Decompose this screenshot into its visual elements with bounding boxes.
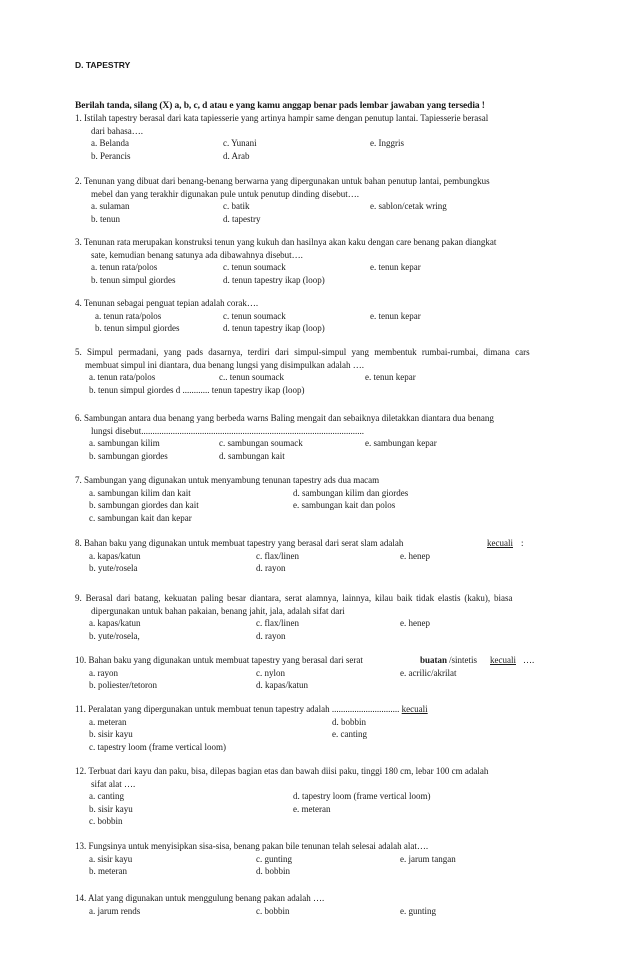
option-e[interactable]: e. henep (400, 550, 430, 561)
question-13 (75, 840, 595, 878)
option-a[interactable]: a. sambungan kilim (89, 438, 160, 448)
option-c[interactable]: c. batik (223, 201, 250, 211)
option-b[interactable]: b. tenun (91, 213, 120, 224)
option-c[interactable]: c. sambungan kait dan kepar (89, 512, 192, 523)
option-b[interactable]: b. Perancis (91, 150, 131, 161)
question-2-stem-cont: mebel dan yang terakhir digunakan pule untuk penutup dinding disebut…. (91, 188, 359, 199)
options-row (75, 310, 595, 323)
option-e[interactable]: e. sambungan kepar (365, 438, 437, 448)
option-d[interactable]: d. tapestry loom (frame vertical loom) (293, 791, 431, 801)
option-c[interactable]: c. nylon (256, 667, 285, 678)
option-c[interactable]: c. tapestry loom (frame vertical loom) (89, 741, 226, 752)
options-row (75, 728, 595, 741)
question-9-stem-cont: dipergunakan untuk bahan pakaian, benang jahit, jala, adalah sifat dari (91, 605, 345, 616)
options-row (75, 499, 595, 512)
option-b[interactable]: b. tenun simpul giordes (91, 274, 176, 285)
question-10 (75, 654, 595, 692)
option-c[interactable]: c. tenun soumack (223, 262, 286, 272)
options-row (75, 384, 595, 397)
option-c[interactable]: c. bobbin (89, 816, 123, 826)
option-e[interactable]: e. acrilic/akrilat (400, 667, 457, 678)
question-10-sintetis: /sintetis (449, 655, 478, 665)
question-12-stem-cont: sifat alat …. (91, 778, 136, 789)
option-d[interactable]: d. bobbin (332, 716, 367, 727)
question-14 (75, 892, 595, 917)
option-a[interactable]: a. tenun rata/polos (91, 262, 158, 272)
option-c[interactable]: c. bobbin (256, 905, 290, 916)
options-row (75, 815, 595, 828)
option-a[interactable]: a. kapas/katun (89, 550, 141, 561)
options-row (75, 274, 595, 287)
options-row (75, 150, 595, 163)
question-11-stem-text: 11. Peralatan yang dipergunakan untuk membuat tenun tapestry adalah .............................. (75, 704, 400, 714)
option-b[interactable]: b. yute/rosela, (89, 630, 140, 641)
option-a[interactable]: a. rayon (89, 667, 118, 678)
options-row (75, 803, 595, 816)
question-1 (75, 112, 595, 162)
option-a[interactable]: a. tenun rata/polos (89, 372, 156, 382)
options-row (75, 630, 595, 643)
option-e[interactable]: e. sambungan kait dan polos (293, 500, 396, 510)
option-e[interactable]: e. tenun kepar (370, 262, 421, 272)
option-c[interactable]: c. flax/linen (256, 550, 299, 561)
option-b[interactable]: b. poliester/tetoron (89, 680, 157, 690)
question-11 (75, 703, 595, 753)
option-b[interactable]: b. tenun simpul giordes (95, 323, 180, 333)
options-row (75, 137, 595, 150)
option-b[interactable]: b. meteran (89, 866, 127, 876)
option-d[interactable]: d. rayon (256, 563, 286, 573)
option-e[interactable]: e. tenun kepar (370, 310, 421, 321)
question-5 (75, 346, 595, 396)
question-8-stem-text: 8. Bahan baku yang digunakan untuk membuat tapestry yang berasal dari serat slam adalah (75, 538, 404, 548)
question-3-stem-cont: sate, kemudian benang satunya ada dibawahnya disebut…. (91, 249, 303, 260)
option-b-d[interactable]: b. tenun simpul giordes d ............ tenun tapestry ikap (loop) (89, 384, 305, 395)
options-row (75, 322, 595, 335)
option-c[interactable]: c. gunting (256, 853, 292, 864)
option-c[interactable]: c. sambungan soumack (219, 438, 303, 448)
option-c[interactable]: c.. tenun soumack (219, 372, 284, 382)
option-d[interactable]: d. tenun tapestry ikap (loop) (223, 274, 325, 285)
options-row (75, 716, 595, 729)
question-1-stem-cont: dari bahasa…. (91, 125, 143, 136)
question-10-ellipsis: …. (523, 655, 535, 665)
option-c[interactable]: c. tenun soumack (223, 310, 286, 321)
section-title: D. TAPESTRY (75, 60, 131, 70)
question-14-stem: 14. Alat yang digunakan untuk menggulung benang pakan adalah …. (75, 893, 325, 903)
option-d[interactable]: d. sambungan kilim dan giordes (293, 487, 409, 498)
question-1-stem: 1. Istilah tapestry berasal dari kata tapiesserie yang artinya hampir same dengan penutup lantai. Tapiesserie berasal (75, 113, 489, 123)
question-10-stem (75, 654, 595, 667)
option-c[interactable]: c. flax/linen (256, 618, 299, 628)
option-e[interactable]: e. canting (332, 729, 367, 739)
options-row (75, 667, 595, 680)
option-b[interactable]: b. sisir kayu (89, 803, 133, 814)
option-d[interactable]: d. tenun tapestry ikap (loop) (223, 323, 325, 333)
question-8-kecuali: kecuali (487, 538, 513, 548)
question-4-stem: 4. Tenunan sebagai penguat tepian adalah corak…. (75, 298, 259, 308)
options-row (75, 853, 595, 866)
option-e[interactable]: e. henep (400, 618, 430, 628)
options-row (75, 550, 595, 563)
option-b[interactable]: b. sambungan giordes dan kait (89, 500, 199, 510)
option-a[interactable]: a. kapas/katun (89, 618, 141, 628)
options-row (75, 562, 595, 575)
options-row (75, 200, 595, 213)
question-9 (75, 592, 595, 642)
question-2 (75, 175, 595, 225)
question-12 (75, 765, 595, 828)
option-a[interactable]: a. sulaman (91, 201, 130, 211)
option-e[interactable]: e. Inggris (370, 138, 404, 148)
question-5-stem: 5. Simpul permadani, yang pads dasarnya, terdiri dari simpul-simpul yang membentuk rumbai-rumbai, dimana cars (75, 347, 530, 357)
option-e[interactable]: e. meteran (293, 803, 331, 814)
options-row (75, 741, 595, 754)
question-6 (75, 412, 595, 462)
question-7 (75, 474, 595, 524)
options-row (75, 617, 595, 630)
option-a[interactable]: a. canting (89, 791, 124, 801)
options-row (75, 450, 595, 463)
options-row (75, 790, 595, 803)
question-11-stem (75, 703, 595, 716)
question-9-stem: 9. Berasal dari batang, kekuatan paling besar diantara, serat alamnya, lainnya, kilau baik tidak elastis (kaku), biasa (75, 593, 513, 603)
option-e[interactable]: e. jarum tangan (400, 853, 456, 864)
options-row (75, 371, 595, 384)
options-row (75, 512, 595, 525)
question-6-stem-cont: lungsi disebut................................................................................................... (91, 425, 365, 436)
question-8 (75, 537, 595, 575)
option-a[interactable]: a. meteran (89, 716, 127, 727)
option-d[interactable]: d. rayon (256, 630, 286, 641)
option-b[interactable]: b. sambungan giordes (89, 450, 168, 461)
options-row (75, 437, 595, 450)
question-4 (75, 297, 595, 335)
option-e[interactable]: e. sablon/cetak wring (370, 201, 447, 211)
options-row (75, 487, 595, 500)
question-2-stem: 2. Tenunan yang dibuat dari benang-benang berwarna yang dipergunakan untuk bahan penutup lantai, pembungkus (75, 176, 490, 186)
option-a[interactable]: a. tenun rata/polos (95, 310, 162, 321)
question-3 (75, 236, 595, 286)
options-row (75, 213, 595, 226)
option-d[interactable]: d. Arab (223, 150, 250, 161)
options-row (75, 261, 595, 274)
question-8-colon: : (521, 538, 524, 548)
options-row (75, 679, 595, 692)
option-b[interactable]: b. sisir kayu (89, 729, 133, 739)
option-e[interactable]: e. gunting (400, 905, 436, 916)
question-10-kecuali: kecuali (490, 655, 516, 665)
options-row (75, 865, 595, 878)
question-6-stem: 6. Sambungan antara dua benang yang berbeda warns Baling mengait dan sebaiknya diletakkan diantara dua benang (75, 413, 494, 423)
question-13-stem: 13. Fungsinya untuk menyisipkan sisa-sisa, benang pakan bile tenunan telah selesai adalah alat…. (75, 841, 429, 851)
option-a[interactable]: a. sisir kayu (89, 853, 133, 864)
option-a[interactable]: a. Belanda (91, 138, 129, 148)
options-row (75, 905, 595, 918)
question-10-stem-text: 10. Bahan baku yang digunakan untuk membuat tapestry yang berasal dari serat (75, 655, 363, 665)
instruction: Berilah tanda, silang (X) a, b, c, d atau e yang kamu anggap benar pads lembar jawaban yang tersedia ! (75, 101, 485, 111)
option-c[interactable]: c. Yunani (223, 138, 257, 148)
option-a[interactable]: a. sambungan kilim dan kait (89, 487, 191, 498)
option-d[interactable]: d. bobbin (256, 866, 291, 876)
option-d[interactable]: d. sambungan kait (219, 450, 285, 461)
option-a[interactable]: a. jarum rends (89, 905, 141, 916)
question-10-buatan: buatan (420, 655, 448, 665)
question-11-kecuali: kecuali (401, 704, 428, 714)
question-3-stem: 3. Tenunan rata merupakan konstruksi tenun yang kukuh dan hasilnya akan kaku dengan care benang pakan diangkat (75, 237, 497, 247)
question-8-stem (75, 537, 595, 550)
option-e[interactable]: e. tenun kepar (365, 372, 416, 382)
question-5-stem-cont: membuat simpul ini diantara, dua benang lungsi yang disimpulkan adalah …. (85, 359, 364, 370)
question-12-stem: 12. Terbuat dari kayu dan paku, bisa, dilepas bagian etas dan bawah diisi paku, tinggi 180 cm, lebar 100 cm adalah (75, 766, 489, 776)
option-d[interactable]: d. kapas/katun (256, 680, 308, 690)
option-d[interactable]: d. tapestry (223, 213, 261, 224)
question-7-stem: 7. Sambungan yang digunakan untuk menyambung tenunan tapestry ads dua macam (75, 475, 380, 485)
option-b[interactable]: b. yute/rosela (89, 563, 138, 573)
